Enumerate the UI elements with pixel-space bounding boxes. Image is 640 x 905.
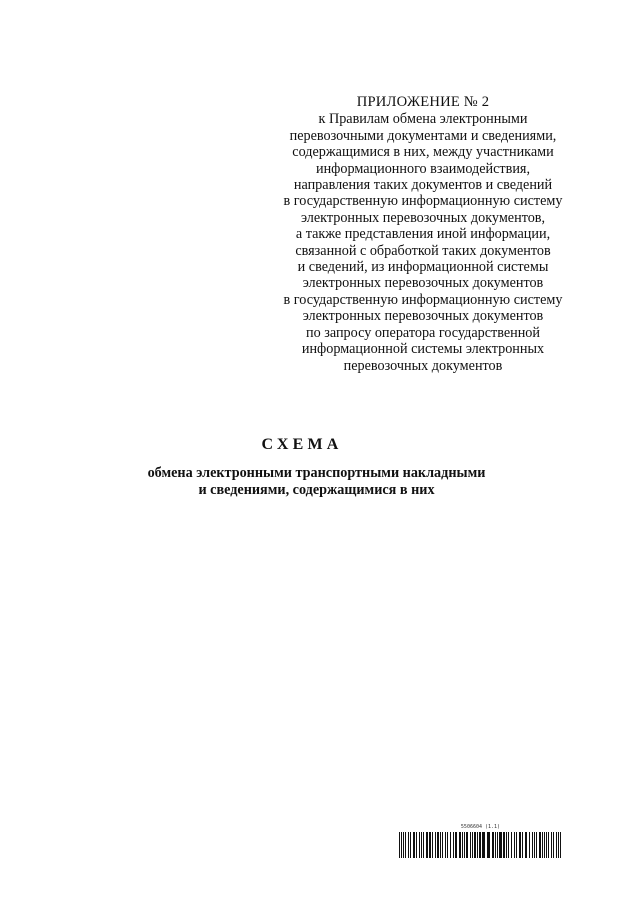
barcode-bar (445, 832, 446, 858)
appendix-line: связанной с обработкой таких документов (295, 242, 551, 259)
appendix-line: электронных перевозочных документов, (300, 209, 546, 226)
barcode-bar (429, 832, 431, 858)
appendix-line: направления таких документов и сведений (293, 177, 553, 194)
barcode-bar (440, 832, 441, 858)
barcode-bar (553, 832, 554, 858)
barcode-bar (503, 832, 505, 858)
appendix-line: перевозочными документами и сведениями, (289, 127, 557, 144)
barcode-bar (558, 832, 559, 858)
barcode-bar (466, 832, 468, 858)
appendix-line: содержащимися в них, между участниками (292, 144, 554, 161)
barcode-bar (482, 832, 485, 858)
barcode-bar (514, 832, 515, 858)
barcode-bar (499, 832, 502, 858)
barcode-bar (442, 832, 443, 858)
barcode-bar (516, 832, 517, 858)
barcode-icon (398, 832, 563, 858)
barcode-bar (399, 832, 400, 858)
barcode-bar (508, 832, 509, 858)
barcode-bar (401, 832, 402, 858)
barcode-bar (522, 832, 523, 858)
barcode-bar (470, 832, 471, 858)
barcode-bar (487, 832, 490, 858)
barcode-bar (464, 832, 465, 858)
appendix-line: электронных перевозочных документов (302, 308, 544, 325)
barcode-bar (492, 832, 494, 858)
barcode-bar (455, 832, 457, 858)
barcode-bar (497, 832, 498, 858)
barcode-block (398, 824, 563, 860)
barcode-bar (462, 832, 463, 858)
appendix-line: информационной системы электронных (301, 341, 545, 358)
barcode-bar (546, 832, 547, 858)
barcode-bar (408, 832, 409, 858)
scheme-subtitle-line: и сведениями, содержащимися в них (198, 482, 435, 498)
barcode-bar (432, 832, 433, 858)
barcode-bar (403, 832, 404, 858)
barcode-bar (426, 832, 428, 858)
barcode-bar (548, 832, 549, 858)
barcode-bar (447, 832, 448, 858)
appendix-header (258, 94, 588, 374)
appendix-line: и сведений, из информационной системы (297, 259, 549, 276)
appendix-line: в государственную информационную систему (283, 291, 563, 308)
barcode-bar (529, 832, 530, 858)
barcode-bar (416, 832, 417, 858)
barcode-bar (474, 832, 476, 858)
barcode-bar (421, 832, 422, 858)
scheme-heading-label: СХЕМА (261, 436, 343, 453)
barcode-code-text: 5506604 (1.1) (460, 824, 501, 830)
barcode-bar (423, 832, 424, 858)
barcode-bar (534, 832, 535, 858)
appendix-title: ПРИЛОЖЕНИЕ № 2 (356, 94, 490, 110)
barcode-bar (511, 832, 512, 858)
barcode-bar (453, 832, 454, 858)
appendix-line: а также представления иной информации, (295, 226, 551, 243)
appendix-line: по запросу оператора государственной (306, 324, 540, 341)
barcode-bar (560, 832, 561, 858)
scheme-subtitle-line: обмена электронными транспортными накладными (147, 465, 486, 481)
appendix-line: перевозочных документов (343, 357, 503, 374)
barcode-bar (519, 832, 521, 858)
scheme-subtitle (0, 465, 640, 499)
barcode-bar (544, 832, 545, 858)
barcode-bar (479, 832, 481, 858)
barcode-bar (542, 832, 543, 858)
barcode-bar (495, 832, 496, 858)
barcode-bar (472, 832, 473, 858)
barcode-bar (437, 832, 439, 858)
barcode-bar (410, 832, 411, 858)
barcode-bar (536, 832, 537, 858)
appendix-line: в государственную информационную систему (283, 193, 563, 210)
barcode-bar (556, 832, 557, 858)
barcode-bar (532, 832, 533, 858)
barcode-bar (413, 832, 415, 858)
barcode-bar (539, 832, 541, 858)
barcode-bar (405, 832, 406, 858)
barcode-bar (450, 832, 451, 858)
appendix-line: информационного взаимодействия, (315, 160, 531, 177)
barcode-bar (459, 832, 461, 858)
barcode-bar (435, 832, 436, 858)
barcode-bar (525, 832, 527, 858)
barcode-bar (551, 832, 552, 858)
barcode-bar (506, 832, 507, 858)
scheme-heading (0, 436, 640, 454)
barcode-bar (477, 832, 478, 858)
appendix-line: электронных перевозочных документов (302, 275, 544, 292)
barcode-bar (419, 832, 420, 858)
appendix-line: к Правилам обмена электронными (318, 111, 528, 128)
